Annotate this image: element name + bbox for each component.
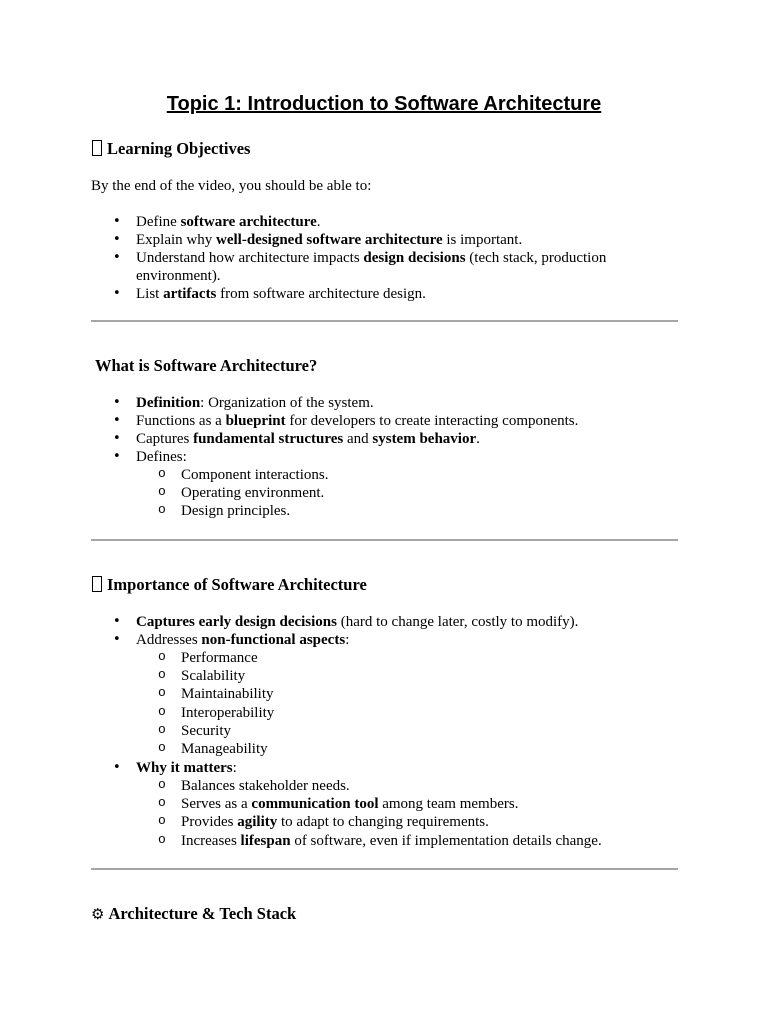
sub-list-item: o Interoperability [0,704,768,722]
sub-list-item: o Increases lifespan of software, even if implementation details change. [0,832,768,850]
list-item: • Define software architecture. [0,213,636,231]
sub-list-item: o Manageability [0,740,768,758]
list-item: • Captures early design decisions (hard to change later, costly to modify). [0,613,696,631]
sub-list-item: o Design principles. [0,502,768,520]
page-title: Topic 1: Introduction to Software Architecture [166,93,602,115]
sub-list-item: o Operating environment. [0,484,768,502]
gear-icon: ⚙ [91,905,105,923]
section-heading-learning-objectives: Learning Objectives [91,139,250,159]
intro-paragraph: By the end of the video, you should be able to: [91,178,372,194]
sub-list-item: o Performance [0,649,768,667]
importance-list [0,613,768,649]
divider [91,868,678,870]
section-heading-importance: Importance of Software Architecture [91,575,367,595]
list-item: • Captures fundamental structures and system behavior. [0,430,636,448]
list-item: • Explain why well-designed software architecture is important. [0,231,636,249]
definition-list [0,394,768,466]
section-heading-tech-stack: ⚙ Architecture & Tech Stack [91,904,297,923]
list-item: • Defines: [0,448,636,466]
list-item: • Why it matters: [0,759,636,777]
sub-list-item: o Serves as a communication tool among team members. [0,795,768,813]
objectives-list [0,213,768,303]
sub-list-item: o Component interactions. [0,466,768,484]
sub-list-item: o Maintainability [0,685,768,703]
list-item: • List artifacts from software architecture design. [0,285,636,303]
list-item: • Definition: Organization of the system. [0,394,636,412]
defines-sublist [0,466,768,521]
non-functional-sublist [0,649,768,758]
why-it-matters-sublist [0,777,768,850]
list-item: • Addresses non-functional aspects: [0,631,636,649]
list-item: • Functions as a blueprint for developers to create interacting components. [0,412,636,430]
sub-list-item: o Security [0,722,768,740]
divider [91,539,678,541]
divider [91,320,678,322]
section-heading-what-is: What is Software Architecture? [95,356,318,375]
checkbox-icon [92,140,102,156]
sub-list-item: o Provides agility to adapt to changing requirements. [0,813,768,831]
list-item: • Understand how architecture impacts design decisions (tech stack, production environment). [0,249,616,285]
checkbox-icon [92,576,102,592]
why-it-matters-list [0,759,768,777]
sub-list-item: o Scalability [0,667,768,685]
sub-list-item: o Balances stakeholder needs. [0,777,768,795]
